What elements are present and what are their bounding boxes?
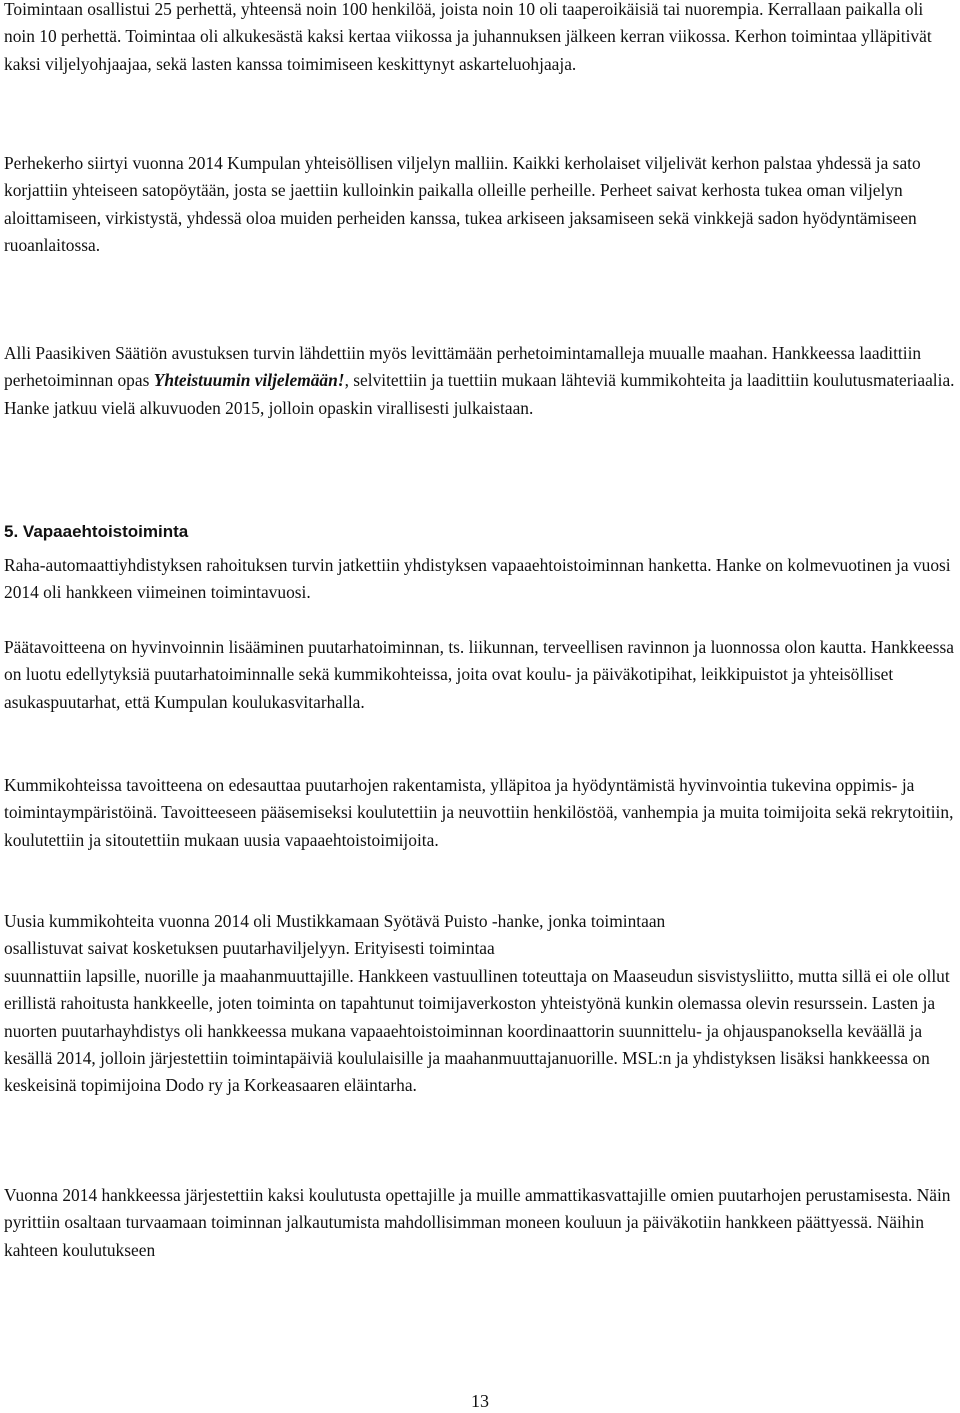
paragraph-ray-funding: Raha-automaattiyhdistyksen rahoituksen turvin jatkettiin yhdistyksen vapaaehtoistoiminnan hanketta. Hanke on kolmevuotinen ja vuosi 2014 oli hankkeen viimeinen toimintavuosi. [4, 555, 951, 603]
paragraph-new-sponsor-sites [4, 908, 956, 1100]
paragraph-text: suunnattiin lapsille, nuorille ja maahanmuuttajille. Hankkeen vastuullinen toteuttaja on Maaseudun sisvistysliitto, mutta sillä ei ole ollut erillistä rahoitusta hankkeelle, joten toiminta on tapahtunut toimijaverkoston yhteistyönä kunkin olemassa olevin resurssein. Lasten ja nuorten puutarhayhdistys oli hankkeessa mukana vapaaehtoistoiminnan koordinaattorin suunnittelu- ja ohjauspanoksella keväällä ja kesällä 2014, jolloin järjestettiin toimintapäiviä koululaisille ja maahanmuuttajanuorille. MSL:n ja yhdistyksen lisäksi hankkeessa on keskeisinä topimijoina Dodo ry ja Korkeasaaren eläintarha. [4, 965, 950, 1096]
paragraph-main-goal: Päätavoitteena on hyvinvoinnin lisääminen puutarhatoiminnan, ts. liikunnan, terveellisen ravinnon ja luonnossa olon kautta. Hankkeessa on luotu edellytyksiä puutarhatoiminnalle sekä kummikohteissa, joita ovat koulu- ja päiväkotipihat, leikkipuistot ja yhteisölliset asukaspuutarhat, että Kumpulan koulukasvitarhalla. [4, 637, 954, 712]
guide-title: Yhteistuumin viljelemään! [153, 370, 345, 391]
paragraph-line: osallistuvat saivat kosketuksen puutarhaviljelyyn. Erityisesti toimintaa [4, 938, 495, 959]
paragraph-text: , selvitettiin ja tuettiin mukaan lähteviä kummikohteita ja laadittiin koulutusmateriaalia. Hanke jatkuu vielä alkuvuoden 2015, jolloin opaskin virallisesti julkaistaan. [4, 370, 955, 418]
section-title: Vapaaehtoistoiminta [22, 522, 189, 541]
paragraph-line: Uusia kummikohteita vuonna 2014 oli Mustikkamaan Syötävä Puisto -hanke, jonka toimintaan [4, 911, 666, 931]
paragraph-community-gardening-model: Perhekerho siirtyi vuonna 2014 Kumpulan yhteisöllisen viljelyn malliin. Kaikki kerholaiset viljelivät kerhon palstaa yhdessä ja sato korjattiin yhteiseen satopöytään, josta se jaettiin kulloinkin paikalla olleille perheille. Perheet saivat kerhosta tukea oman viljelyn aloittamiseen, virkistystä, yhdessä oloa muiden perheiden kanssa, tukea arkiseen jaksamiseen sekä vinkkejä sadon hyödyntämiseen ruoanlaitossa. [4, 153, 921, 256]
page-number: 13 [471, 1391, 489, 1411]
paragraph-sponsor-sites-goal: Kummikohteissa tavoitteena on edesauttaa puutarhojen rakentamista, ylläpitoa ja hyödyntämistä hyvinvointia tukevina oppimis- ja toimintaympäristöinä. Tavoitteeseen pääsemiseksi koulutettiin ja neuvottiin henkilöstöä, vanhempia ja muita toimijoita sekä rekrytoitiin, koulutettiin ja sitoutettiin mukaan uusia vapaaehtoistoimijoita. [4, 775, 954, 850]
paragraph-teacher-training: Vuonna 2014 hankkeessa järjestettiin kaksi koulutusta opettajille ja muille ammattikasvattajille omien puutarhojen perustamisesta. Näin pyrittiin osaltaan turvaamaan toiminnan jalkautumista mahdollisimman moneen kouluun ja päiväkotiin hankkeen päättyessä. Näihin kahteen koulutukseen [4, 1185, 951, 1260]
section-number: 5. [4, 522, 19, 541]
section-heading [4, 521, 956, 543]
paragraph-text: Alli Paasikiven Säätiön avustuksen turvin lähdettiin myös levittämään perhetoimintamalleja muualle maahan. Hankkeessa laadittiin perhetoiminnan opas [4, 343, 922, 391]
paragraph-alli-paasikivi-foundation [4, 340, 956, 422]
paragraph-family-club-participation: Toimintaan osallistui 25 perhettä, yhteensä noin 100 henkilöä, joista noin 10 oli taaperoikäisiä tai nuorempia. Kerrallaan paikalla oli noin 10 perhettä. Toimintaa oli alkukesästä kaksi kertaa viikossa ja juhannuksen jälkeen kerran viikossa. Kerhon toimintaa ylläpitivät kaksi viljelyohjaajaa, sekä lasten kanssa toimimiseen keskittynyt askarteluohjaaja. [4, 0, 932, 74]
